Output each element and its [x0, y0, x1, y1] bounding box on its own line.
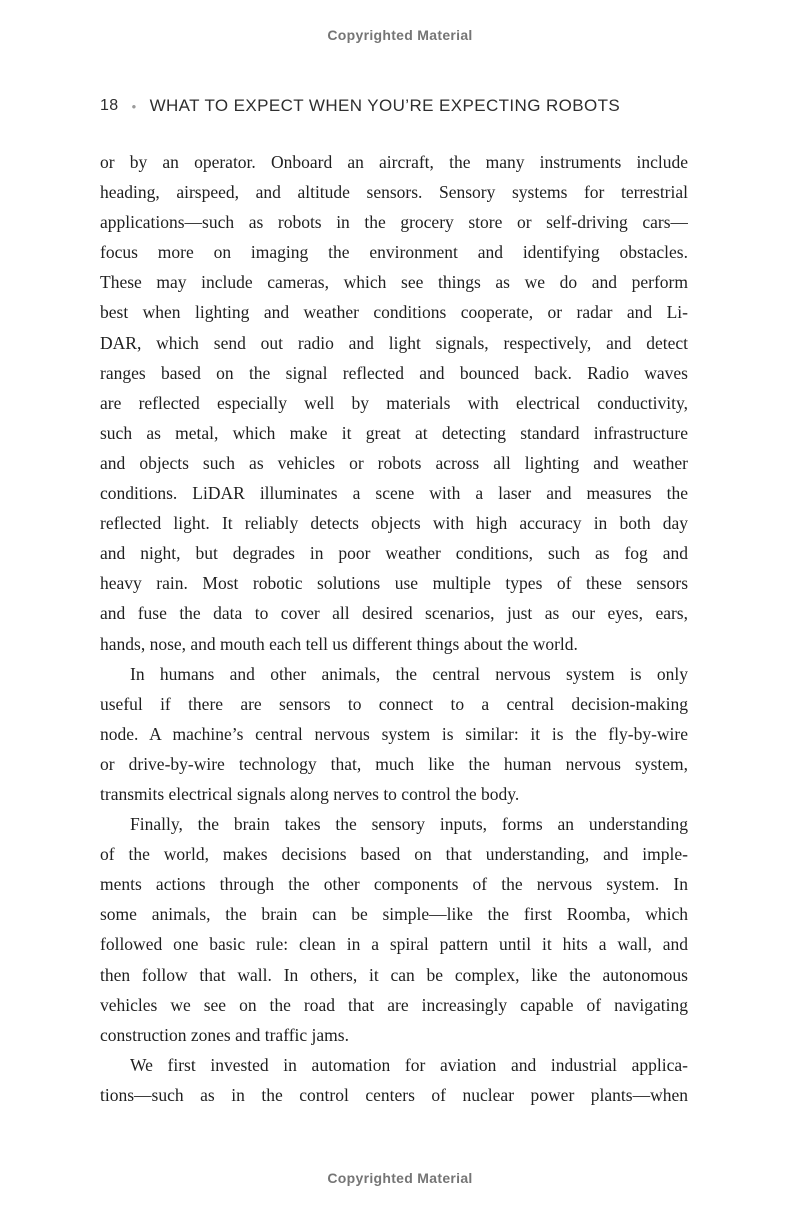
text-line: and night, but degrades in poor weather conditions, such as fog and	[100, 543, 688, 564]
running-title: WHAT TO EXPECT WHEN YOU’RE EXPECTING ROBOTS	[149, 96, 621, 115]
text-line: useful if there are sensors to connect to a central decision-making	[100, 693, 688, 714]
text-line: ments actions through the other components of the nervous system. In	[100, 874, 688, 895]
text-line: These may include cameras, which see things as we do and perform	[100, 272, 688, 293]
body-text	[100, 147, 688, 1110]
text-line: and objects such as vehicles or robots across all lighting and weather	[100, 452, 688, 473]
text-line: applications—such as robots in the grocery store or self-driving cars—	[100, 212, 688, 233]
copyright-notice-bottom: Copyrighted Material	[327, 1170, 473, 1186]
text-line: such as metal, which make it great at detecting standard infrastructure	[100, 422, 688, 443]
text-line: construction zones and traffic jams.	[100, 1024, 349, 1045]
text-line: ranges based on the signal reflected and bounced back. Radio waves	[100, 362, 688, 383]
text-line: followed one basic rule: clean in a spiral pattern until it hits a wall, and	[100, 934, 688, 955]
text-line: In humans and other animals, the central nervous system is only	[130, 663, 688, 684]
text-line: of the world, makes decisions based on that understanding, and imple-	[100, 844, 688, 865]
text-line: or by an operator. Onboard an aircraft, the many instruments include	[100, 152, 688, 172]
text-line: Finally, the brain takes the sensory inputs, forms an understanding	[130, 814, 688, 835]
running-header	[100, 96, 700, 116]
text-line: best when lighting and weather conditions cooperate, or radar and Li-	[100, 302, 688, 323]
text-line: then follow that wall. In others, it can be complex, like the autonomous	[100, 964, 688, 985]
page-number: 18	[100, 97, 119, 114]
bullet-separator-icon: •	[131, 98, 137, 114]
text-line: We first invested in automation for aviation and industrial applica-	[130, 1054, 688, 1075]
text-line: vehicles we see on the road that are increasingly capable of navigating	[100, 994, 688, 1015]
text-line: some animals, the brain can be simple—like the first Roomba, which	[100, 904, 688, 925]
text-line: heading, airspeed, and altitude sensors. Sensory systems for terrestrial	[100, 182, 688, 203]
text-line: conditions. LiDAR illuminates a scene with a laser and measures the	[100, 483, 688, 504]
text-line: tions—such as in the control centers of nuclear power plants—when	[100, 1084, 688, 1105]
text-line: reflected light. It reliably detects objects with high accuracy in both day	[100, 513, 688, 534]
text-line: hands, nose, and mouth each tell us different things about the world.	[100, 633, 578, 654]
text-line: focus more on imaging the environment and identifying obstacles.	[100, 242, 688, 263]
text-line: heavy rain. Most robotic solutions use multiple types of these sensors	[100, 573, 688, 594]
copyright-notice-top: Copyrighted Material	[327, 27, 473, 43]
text-line: transmits electrical signals along nerves to control the body.	[100, 783, 520, 804]
text-line: and fuse the data to cover all desired scenarios, just as our eyes, ears,	[100, 603, 688, 624]
text-line: node. A machine’s central nervous system is similar: it is the fly-by-wire	[100, 723, 688, 744]
text-line: are reflected especially well by materials with electrical conductivity,	[100, 392, 688, 413]
text-line: or drive-by-wire technology that, much like the human nervous system,	[100, 753, 688, 774]
text-line: DAR, which send out radio and light signals, respectively, and detect	[100, 332, 688, 353]
